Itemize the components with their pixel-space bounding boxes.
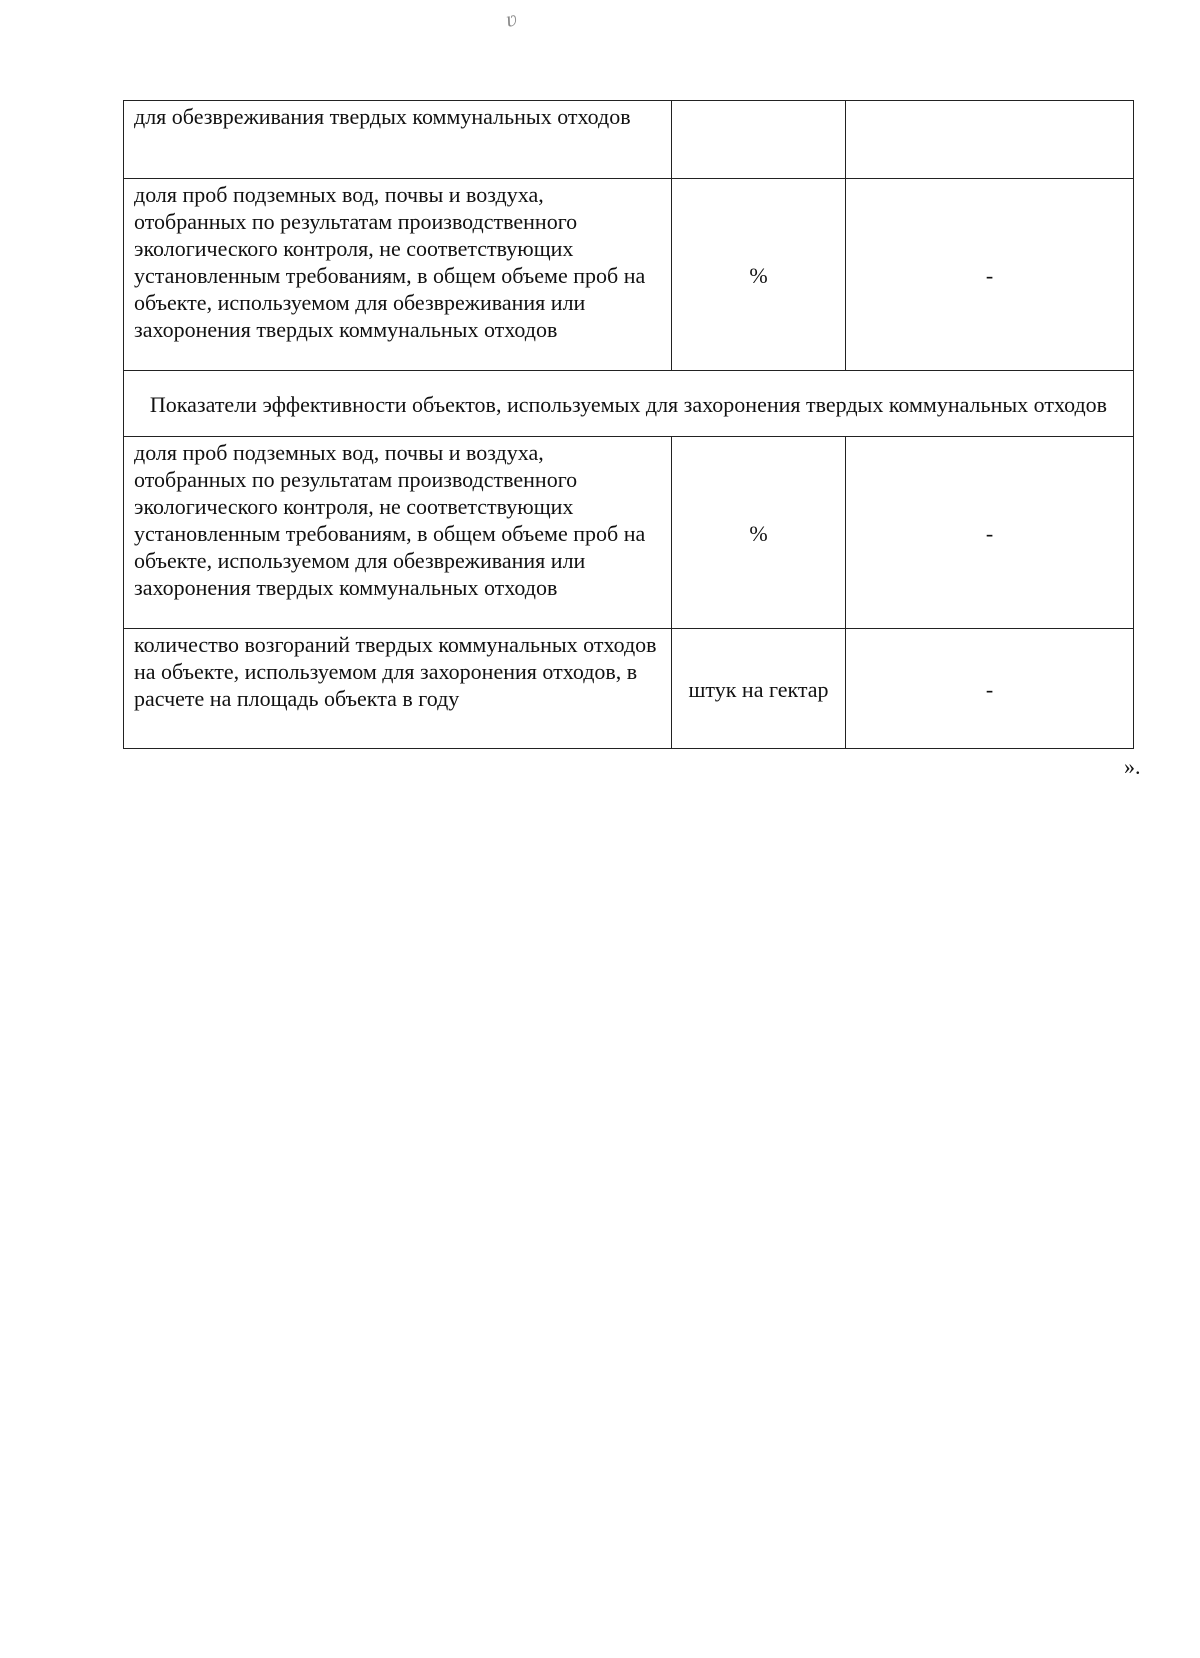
section-heading-row <box>124 371 1134 437</box>
value-cell <box>846 437 1134 629</box>
unit-cell <box>672 437 846 629</box>
unit-text: % <box>749 263 768 288</box>
indicators-table <box>123 100 1134 749</box>
table-row <box>124 101 1134 179</box>
unit-text: штук на гектар <box>688 677 829 702</box>
value-cell <box>846 629 1134 749</box>
value-cell <box>846 101 1134 179</box>
value-text: - <box>985 677 994 702</box>
indicator-cell <box>124 179 672 371</box>
unit-text: % <box>749 521 768 546</box>
indicator-cell <box>124 629 672 749</box>
value-text: - <box>985 521 994 546</box>
indicator-text: доля проб подземных вод, почвы и воздуха, отобранных по результатам производственного экологического контроля, не соответствующих установленным требованиям, в общем объеме проб на объекте, используемом для обезвреживания или захоронения твердых коммунальных отходов <box>134 440 646 600</box>
unit-cell <box>672 629 846 749</box>
indicator-text: для обезвреживания твердых коммунальных отходов <box>134 104 631 129</box>
value-text: - <box>985 263 994 288</box>
indicator-cell <box>124 101 672 179</box>
value-cell <box>846 179 1134 371</box>
table-row <box>124 629 1134 749</box>
indicator-text: количество возгораний твердых коммунальных отходов на объекте, используемом для захоронения отходов, в расчете на площадь объекта в году <box>134 632 657 711</box>
table-row <box>124 437 1134 629</box>
handwritten-mark: ʋ <box>503 5 520 32</box>
indicator-cell <box>124 437 672 629</box>
indicator-text: доля проб подземных вод, почвы и воздуха, отобранных по результатам производственного экологического контроля, не соответствующих установленным требованиям, в общем объеме проб на объекте, используемом для обезвреживания или захоронения твердых коммунальных отходов <box>134 182 646 342</box>
unit-cell <box>672 179 846 371</box>
unit-cell <box>672 101 846 179</box>
section-heading: Показатели эффективности объектов, используемых для захоронения твердых коммунальных отходов <box>124 371 1134 437</box>
closing-quote: ». <box>1124 754 1141 779</box>
table-row <box>124 179 1134 371</box>
